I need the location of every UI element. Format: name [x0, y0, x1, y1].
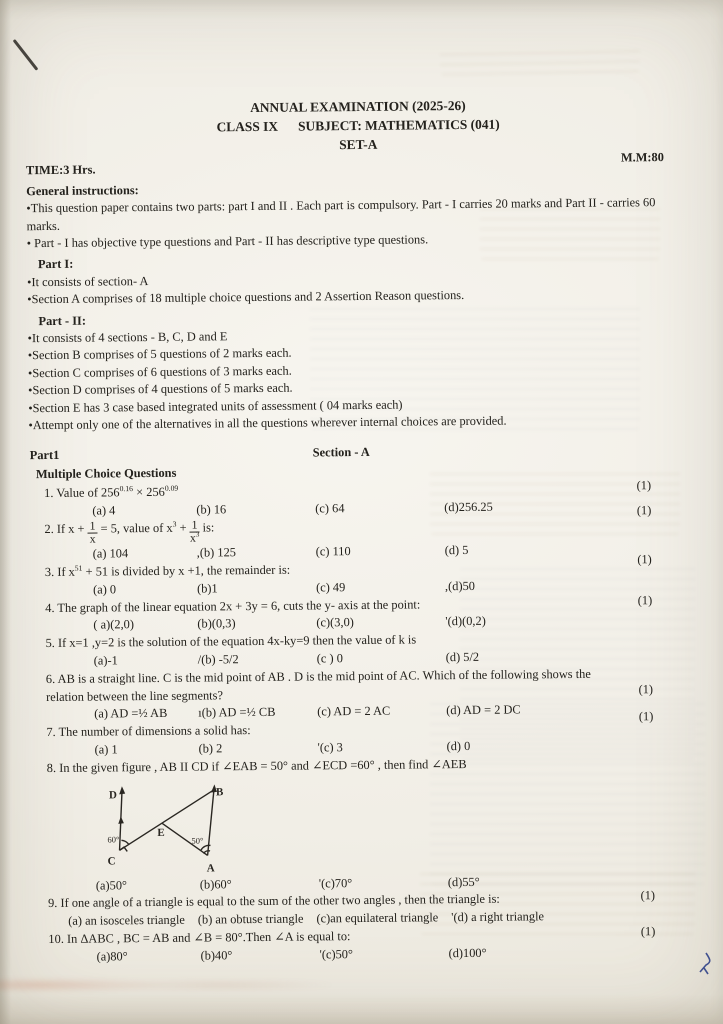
option-b: /(b) -5/2	[197, 652, 239, 667]
option-a: (a) 104	[92, 546, 129, 561]
question-text: The graph of the linear equation 2x + 3y = 6, cuts the y- axis at the point:	[57, 597, 421, 615]
instruction-item: •Section B comprises of 5 questions of 2 marks each.	[27, 346, 292, 363]
section-a-label: Section - A	[312, 444, 370, 459]
time-allowed-label: TIME:3 Hrs.	[25, 162, 96, 178]
option-d: (d) 5	[444, 543, 469, 558]
option-d: (d) 5/2	[445, 649, 480, 665]
option-d: (d) 0	[446, 738, 471, 754]
question-text: If one angle of a triangle is equal to the sum of the other two angles , then the triangle is:	[60, 892, 500, 911]
question-number: 3.	[44, 564, 55, 580]
marks-badge: (1)	[638, 681, 654, 697]
figure-label-e: E	[157, 826, 165, 839]
question-text: In ΔABC , BC = AB and ∠B = 80°.Then ∠A is equal to:	[66, 929, 351, 946]
q8-geometry-figure	[99, 779, 242, 876]
instruction-item: •Section C comprises of 6 questions of 3 marks each.	[27, 363, 292, 381]
marks-badge: (1)	[640, 924, 656, 939]
marks-badge: (1)	[638, 709, 654, 724]
option-a: ( a)(2,0)	[93, 617, 135, 632]
figure-label-c: C	[107, 854, 116, 868]
question-text: AB is a straight line. C is the mid point of AB . D is the mid point of AC. Which of the following shows the relation between the line segments?	[45, 666, 591, 704]
question-number: 4.	[45, 600, 55, 615]
option-c: (c) 49	[315, 579, 346, 595]
figure-label-d: D	[108, 788, 118, 802]
option-a: (a) an isosceles triangle	[68, 912, 185, 928]
set-label: SET-A	[339, 136, 378, 153]
marks-badge: (1)	[637, 592, 653, 607]
question-text: If x + $\frac{1}{x}$ = 5, value of $x^3$ + $\frac{1}{x^3}$ is:	[56, 518, 215, 546]
instruction-item: •It consists of section- A	[27, 273, 149, 290]
question-8	[47, 753, 723, 895]
question-number: 10.	[48, 931, 64, 946]
option-a: (a)80°	[96, 949, 128, 964]
option-c: (c)(3,0)	[316, 615, 354, 630]
option-a: (a)-1	[93, 653, 118, 668]
option-d: (d)256.25	[444, 499, 493, 514]
option-d: (d)55°	[447, 874, 480, 889]
title-block	[0, 0, 720, 157]
option-d: (d) AD = 2 DC	[446, 702, 521, 718]
option-b: (b) an obtuse triangle	[197, 911, 304, 927]
class-subject-line: CLASS IX SUBJECT: MATHEMATICS (041)	[216, 116, 500, 135]
question-number: 2.	[44, 521, 54, 536]
option-c: (c) 110	[315, 544, 351, 559]
scan-smudge	[0, 976, 410, 994]
option-c: (c) 64	[315, 500, 345, 516]
option-b: (b) 16	[196, 501, 227, 517]
option-c: '(c)70°	[318, 875, 353, 890]
marks-badge: (1)	[636, 502, 652, 517]
figure-label-b: B	[215, 785, 224, 798]
option-c: (c) AD = 2 AC	[317, 704, 391, 719]
figure-angle-c: 60°	[107, 833, 120, 845]
option-b: (b)1	[196, 581, 218, 596]
option-d: '(d)(0,2)	[445, 614, 486, 629]
question-text: In the given figure , AB II CD if ∠EAB = 50° and ∠ECD =60° , then find ∠AEB	[59, 756, 467, 775]
question-10	[48, 924, 723, 966]
option-b: ı(b) AD =½ CB	[198, 705, 276, 720]
marks-badge: (1)	[636, 478, 652, 493]
figure-label-a: A	[206, 861, 215, 875]
instruction-item: •Section D comprises of 4 questions of 5 marks each.	[28, 380, 293, 398]
option-a: (a) AD =½ AB	[94, 706, 168, 721]
question-number: 1.	[44, 485, 54, 500]
general-instructions-heading: General instructions:	[26, 182, 139, 199]
question-text: The number of dimensions a solid has:	[58, 723, 251, 740]
option-b: (b) 2	[198, 741, 223, 756]
figure-angle-a: 50°	[191, 835, 204, 846]
option-a: (a) 4	[92, 503, 116, 518]
option-a: (a) 0	[92, 582, 117, 597]
instruction-item: • Part - I has objective type questions and Part - II has descriptive type questions.	[26, 232, 429, 251]
instruction-item: •Section E has 3 case based integrated units of assessment ( 04 marks each)	[28, 397, 403, 415]
question-number: 6.	[45, 671, 56, 686]
max-marks-label: M.M:80	[620, 150, 664, 165]
exam-title: ANNUAL EXAMINATION (2025-26)	[250, 97, 466, 116]
instruction-item: •Section A comprises of 18 multiple choice questions and 2 Assertion Reason questions.	[27, 288, 465, 307]
instruction-item: •Attempt only one of the alternatives in all the questions wherever internal choices are provided.	[28, 413, 507, 433]
page-edge-shadow-bottom	[0, 994, 723, 1024]
part1-heading: Part I:	[37, 257, 74, 272]
option-c: '(c) 3	[317, 740, 343, 755]
option-b: ,(b) 125	[196, 545, 236, 560]
question-number: 9.	[47, 896, 58, 911]
instruction-item: •It consists of 4 sections - B, C, D and E	[27, 329, 228, 346]
question-number: 7.	[46, 725, 56, 740]
option-a: (a) 1	[94, 742, 118, 757]
mcq-heading: Multiple Choice Questions	[35, 465, 177, 481]
option-c: '(c)50°	[319, 946, 353, 962]
question-6	[46, 664, 723, 724]
option-a: (a)50°	[95, 877, 128, 893]
marks-badge: (1)	[640, 888, 656, 903]
part-label: Part1	[29, 447, 60, 462]
instruction-item: •This question paper contains two parts: part I and II . Each part is compulsory. Part - I carries 20 marks and Part II - carries 60 marks.	[26, 195, 656, 233]
question-text: If $x^{51} + 51$ is divided by x +1, the remainder is:	[57, 562, 291, 579]
option-b: (b)40°	[200, 948, 233, 963]
question-text: If x=1 ,y=2 is the solution of the equation 4x-ky=9 then the value of k is	[57, 632, 417, 651]
option-d: '(d) a right triangle	[451, 909, 545, 925]
marks-badge: (1)	[637, 552, 652, 567]
part2-heading: Part - II:	[38, 313, 87, 328]
option-d: (d)100°	[448, 945, 487, 960]
option-b: (b)(0,3)	[197, 616, 236, 631]
question-text: Value of $256^{0.16} \times 256^{0.09}$	[56, 483, 179, 500]
option-b: (b)60°	[199, 876, 232, 892]
question-number: 5.	[45, 636, 55, 651]
questions-list	[44, 478, 723, 966]
option-d: ,(d)50	[444, 578, 476, 594]
option-c: (c ) 0	[316, 651, 343, 666]
option-c: (c)an equilateral triangle	[316, 910, 439, 926]
question-number: 8.	[46, 760, 57, 775]
